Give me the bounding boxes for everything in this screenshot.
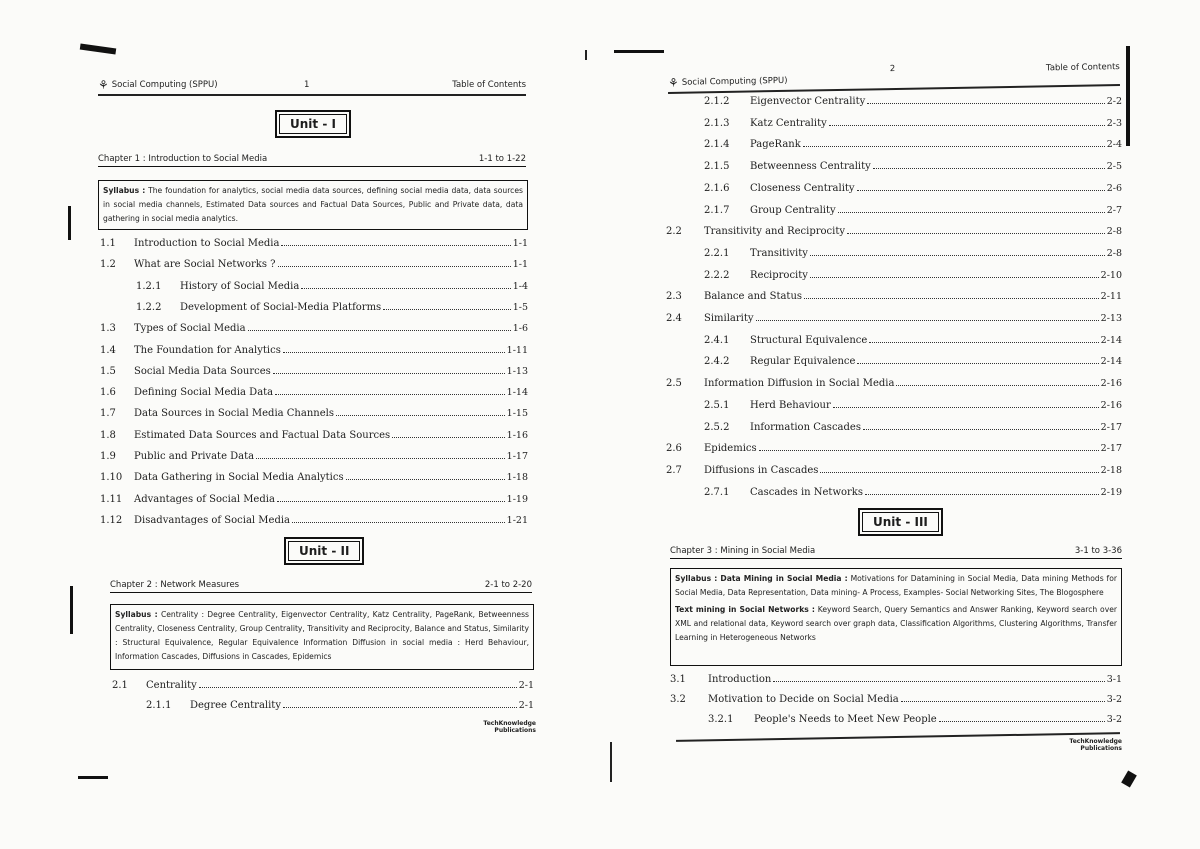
toc-entry-page: 2-19	[1100, 486, 1122, 498]
toc-entry	[704, 205, 1122, 216]
chapter-3-title: Chapter 3 : Mining in Social Media	[670, 546, 816, 556]
toc-entry	[100, 451, 528, 462]
toc-entry-number: 2.2.2	[704, 269, 730, 281]
toc-entry	[670, 694, 1122, 705]
scan-mark	[585, 50, 587, 60]
toc-entry-title: Closeness Centrality	[750, 182, 855, 194]
page-header	[98, 78, 526, 92]
toc-entry-page: 1-21	[506, 514, 528, 526]
toc-leader-dots	[256, 458, 505, 459]
toc-leader-dots	[277, 501, 505, 502]
toc-entry	[100, 387, 528, 398]
toc-entry-number: 2.4.2	[704, 356, 730, 368]
toc-entry-title: Regular Equivalence	[750, 356, 856, 368]
toc-leader-dots	[756, 320, 1099, 321]
toc-entry-number: 2.1	[112, 680, 128, 691]
toc-entry-page: 2-2	[1106, 96, 1122, 107]
toc-entry-number: 2.3	[666, 291, 682, 303]
toc-entry-title: History of Social Media	[180, 280, 300, 292]
unit-1-heading: Unit - I	[275, 110, 351, 138]
publisher-footer	[470, 720, 536, 734]
toc-entry-title: Data Gathering in Social Media Analytics	[134, 472, 344, 484]
toc-entry-page: 2-10	[1100, 269, 1122, 281]
scan-edge-mark	[68, 206, 71, 240]
toc-leader-dots	[810, 277, 1099, 278]
chapter-2-range: 2-1 to 2-20	[484, 580, 532, 590]
toc-entry-number: 2.1.5	[704, 161, 730, 173]
toc-entry-page: 2-11	[1100, 291, 1122, 303]
publisher-name: TechKnowledge Publications	[483, 720, 536, 734]
toc-entry	[704, 248, 1122, 259]
toc-entry-title: Estimated Data Sources and Factual Data Sources	[134, 429, 391, 441]
chapter-1-title: Chapter 1 : Introduction to Social Media	[98, 154, 268, 164]
toc-entry-page: 3-1	[1106, 674, 1122, 685]
chapter-2-syllabus: Syllabus : Centrality : Degree Centrality, Eigenvector Centrality, Katz Centrality, PageRank, Betweenness Centrality, Closeness Centrality, Group Centrality, Transitivity and Reciprocity, Balance and Status, Similarity : Structural Equivalence, Regular Equivalence Information Diffusion in social media : Herd Behaviour, Information Cascades, Diffusions in Cascades, Epidemics	[110, 604, 534, 670]
toc-entry-title: Herd Behaviour	[750, 399, 831, 411]
toc-entry-title: Structural Equivalence	[750, 334, 868, 346]
toc-entry-number: 1.9	[100, 451, 116, 462]
toc-entry-page: 2-8	[1106, 247, 1122, 259]
toc-entry	[670, 674, 1122, 685]
toc-leader-dots	[278, 266, 511, 267]
toc-entry-title: Degree Centrality	[190, 700, 281, 711]
toc-entry-number: 1.3	[100, 323, 116, 335]
header-book-title: Social Computing (SPPU)	[681, 75, 788, 88]
toc-entry-title: Introduction	[708, 674, 772, 685]
toc-entry	[112, 680, 534, 691]
chapter-2-heading	[110, 580, 532, 593]
toc-leader-dots	[863, 429, 1099, 430]
toc-entry-title: Advantages of Social Media	[134, 493, 275, 505]
chapter-3-syllabus: Syllabus : Data Mining in Social Media : Motivations for Datamining in Social Media, Data mining Methods for Social Media, Data Representation, Data mining- A Process, Examples- Social Networking Sites, The Blogosphere Text mining in Social Networks : Keyword Search, Query Semantics and Answer Ranking, Keyword search over XML and relational data, Keyword search over graph data, Classification Algorithms, Clustering Algorithms, Transfer Learning in Heterogeneous Networks	[670, 568, 1122, 666]
toc-entry-number: 2.1.7	[704, 204, 730, 216]
toc-entry-page: 1-19	[506, 493, 528, 505]
toc-entry-page: 2-5	[1106, 161, 1122, 173]
toc-entry-page: 2-4	[1106, 139, 1122, 151]
toc-entry-number: 2.7	[666, 464, 682, 476]
toc-entry-page: 2-17	[1100, 421, 1122, 433]
toc-entry-number: 1.2.1	[136, 280, 162, 292]
toc-entry-page: 2-18	[1100, 464, 1122, 476]
toc-leader-dots	[829, 125, 1105, 126]
toc-leader-dots	[248, 330, 511, 331]
toc-leader-dots	[392, 437, 505, 438]
toc-leader-dots	[810, 255, 1105, 256]
toc-leader-dots	[283, 352, 505, 353]
toc-leader-dots	[759, 450, 1099, 451]
toc-entry	[100, 259, 528, 270]
toc-leader-dots	[901, 701, 1105, 702]
toc-entry-number: 1.11	[100, 493, 123, 505]
toc-entry	[100, 345, 528, 356]
toc-entry	[704, 487, 1122, 498]
toc-entry	[666, 378, 1122, 389]
toc-entry-page: 1-11	[506, 344, 528, 356]
toc-leader-dots	[773, 681, 1104, 682]
toc-entry-page: 2-13	[1100, 313, 1122, 324]
publisher-name: TechKnowledge Publications	[1069, 738, 1122, 752]
toc-leader-dots	[804, 298, 1099, 299]
toc-entry-title: Defining Social Media Data	[134, 387, 274, 399]
scan-corner-mark	[80, 44, 116, 55]
toc-entry-page: 1-16	[506, 429, 528, 441]
toc-entry-title: The Foundation for Analytics	[134, 344, 281, 356]
toc-entry-title: Transitivity	[750, 247, 808, 259]
toc-entry-number: 2.1.2	[704, 96, 730, 107]
toc-entry	[666, 226, 1122, 237]
toc-entry-title: Social Media Data Sources	[134, 365, 271, 377]
toc-entry-page: 3-2	[1106, 694, 1122, 705]
toc-entry-title: What are Social Networks ?	[134, 259, 276, 271]
toc-entry-title: Betweenness Centrality	[750, 161, 871, 173]
toc-leader-dots	[292, 522, 505, 523]
footer-rule	[676, 732, 1120, 741]
scan-edge-mark	[1126, 46, 1130, 146]
toc-entry	[100, 430, 528, 441]
scan-edge-mark	[70, 586, 73, 634]
publisher-logo-icon: ⚘	[98, 78, 109, 92]
unit-3-heading: Unit - III	[858, 508, 943, 536]
toc-entry	[704, 356, 1122, 367]
toc-entry	[704, 270, 1122, 281]
toc-entry-page: 2-16	[1100, 399, 1122, 411]
toc-leader-dots	[873, 168, 1105, 169]
toc-entry-number: 2.1.1	[146, 700, 172, 711]
toc-entry	[100, 515, 528, 526]
toc-entry-number: 3.2	[670, 694, 686, 705]
chapter-1-syllabus: Syllabus : The foundation for analytics, social media data sources, defining social media data, data sources in social media channels, Estimated Data sources and Factual Data Sources, Public and Private data, data gathering in social media analytics.	[98, 180, 528, 230]
toc-entry-page: 1-17	[506, 451, 528, 462]
toc-entry-number: 2.7.1	[704, 486, 730, 498]
toc-entry-page: 1-15	[506, 408, 528, 420]
header-book-title: Social Computing (SPPU)	[111, 80, 218, 90]
toc-entry	[704, 400, 1122, 411]
toc-entry	[666, 465, 1122, 476]
toc-entry-page: 2-3	[1106, 117, 1122, 129]
toc-entry	[704, 161, 1122, 172]
toc-entry	[704, 422, 1122, 433]
chapter-3-range: 3-1 to 3-36	[1074, 546, 1122, 556]
toc-entry-number: 3.1	[670, 674, 686, 685]
scan-corner-mark	[1121, 770, 1137, 787]
toc-leader-dots	[283, 707, 517, 708]
toc-leader-dots	[301, 288, 510, 289]
toc-leader-dots	[281, 245, 510, 246]
toc-entry-page: 1-6	[512, 323, 528, 335]
toc-leader-dots	[273, 373, 505, 374]
publisher-footer	[1056, 738, 1122, 752]
toc-leader-dots	[869, 342, 1098, 343]
toc-entry	[136, 302, 528, 313]
toc-entry-number: 2.5	[666, 378, 682, 390]
toc-entry-title: Eigenvector Centrality	[750, 96, 866, 107]
toc-leader-dots	[847, 233, 1105, 234]
toc-leader-dots	[275, 394, 505, 395]
toc-entry-page: 2-7	[1106, 204, 1122, 216]
publisher-logo-icon: ⚘	[667, 75, 679, 90]
header-page-number: 2	[889, 63, 896, 75]
toc-entry-number: 2.4.1	[704, 334, 730, 346]
toc-entry	[704, 139, 1122, 150]
toc-entry-page: 1-18	[506, 472, 528, 484]
toc-entry	[704, 96, 1122, 107]
toc-entry-title: Diffusions in Cascades	[704, 464, 819, 476]
toc-entry-number: 1.6	[100, 387, 116, 399]
toc-entry-number: 1.4	[100, 344, 116, 356]
toc-entry	[136, 281, 528, 292]
chapter-1-range: 1-1 to 1-22	[478, 154, 526, 164]
toc-entry-title: Motivation to Decide on Social Media	[708, 694, 899, 705]
toc-entry	[100, 408, 528, 419]
toc-entry-page: 1-5	[512, 301, 528, 313]
toc-entry-page: 2-1	[518, 680, 534, 691]
toc-leader-dots	[803, 146, 1105, 147]
toc-entry	[708, 714, 1122, 725]
toc-entry-title: Disadvantages of Social Media	[134, 514, 291, 526]
toc-leader-dots	[896, 385, 1098, 386]
toc-entry	[704, 335, 1122, 346]
toc-leader-dots	[857, 363, 1098, 364]
left-page	[0, 0, 585, 849]
toc-leader-dots	[867, 103, 1104, 104]
toc-entry-page: 1-14	[506, 387, 528, 399]
toc-entry-page: 2-14	[1100, 334, 1122, 346]
toc-entry-number: 1.12	[100, 514, 123, 526]
toc-entry-title: PageRank	[750, 139, 801, 151]
toc-entry-title: Data Sources in Social Media Channels	[134, 408, 334, 420]
toc-entry-title: Reciprocity	[750, 269, 808, 281]
toc-entry-number: 1.2.2	[136, 301, 162, 313]
toc-entry-page: 2-17	[1100, 443, 1122, 455]
toc-leader-dots	[336, 415, 505, 416]
toc-entry-title: Epidemics	[704, 443, 757, 455]
header-rule	[98, 94, 526, 96]
header-page-number: 1	[304, 80, 310, 90]
toc-entry-title: Information Diffusion in Social Media	[704, 378, 895, 390]
header-section: Table of Contents	[452, 80, 526, 90]
toc-entry-number: 2.2.1	[704, 247, 730, 259]
toc-entry	[704, 183, 1122, 194]
toc-entry-number: 1.10	[100, 472, 123, 484]
toc-entry	[666, 291, 1122, 302]
toc-entry	[666, 443, 1122, 454]
toc-entry-page: 2-14	[1100, 356, 1122, 368]
toc-leader-dots	[820, 472, 1098, 473]
right-page	[610, 0, 1200, 849]
toc-entry-title: Types of Social Media	[134, 323, 246, 335]
toc-leader-dots	[857, 190, 1105, 191]
toc-entry-page: 2-1	[518, 700, 534, 711]
toc-entry-number: 2.1.6	[704, 182, 730, 194]
toc-entry-page: 1-4	[512, 280, 528, 292]
toc-entry-title: Centrality	[146, 680, 197, 691]
toc-entry-number: 1.8	[100, 429, 116, 441]
toc-leader-dots	[865, 494, 1099, 495]
toc-entry-number: 2.2	[666, 226, 682, 238]
toc-entry-title: People's Needs to Meet New People	[754, 714, 937, 725]
toc-entry-page: 2-6	[1106, 182, 1122, 194]
toc-entry-title: Transitivity and Reciprocity	[704, 226, 845, 238]
toc-leader-dots	[383, 309, 510, 310]
toc-entry	[100, 238, 528, 249]
chapter-1-heading	[98, 154, 526, 167]
chapter-3-heading	[670, 546, 1122, 559]
toc-entry-title: Balance and Status	[704, 291, 803, 303]
toc-leader-dots	[199, 687, 517, 688]
toc-entry-number: 2.5.2	[704, 421, 730, 433]
toc-entry-page: 1-13	[506, 365, 528, 377]
toc-entry-title: Similarity	[704, 313, 754, 324]
toc-entry	[100, 494, 528, 505]
unit-2-heading: Unit - II	[284, 537, 364, 565]
scan-corner-mark	[614, 50, 664, 53]
toc-entry-title: Public and Private Data	[134, 451, 255, 462]
header-section: Table of Contents	[1045, 62, 1120, 74]
toc-entry-number: 2.1.3	[704, 117, 730, 129]
toc-leader-dots	[346, 479, 505, 480]
toc-leader-dots	[939, 721, 1105, 722]
scan-corner-mark	[78, 776, 108, 779]
toc-entry-number: 2.6	[666, 443, 682, 455]
toc-entry-title: Development of Social-Media Platforms	[180, 301, 382, 313]
toc-entry	[666, 313, 1122, 324]
toc-leader-dots	[833, 407, 1099, 408]
toc-entry-page: 2-8	[1106, 226, 1122, 238]
toc-entry-title: Cascades in Networks	[750, 486, 863, 498]
toc-entry-title: Introduction to Social Media	[134, 238, 280, 249]
toc-entry-page: 1-1	[512, 259, 528, 271]
toc-entry-page: 3-2	[1106, 714, 1122, 725]
toc-entry-number: 2.4	[666, 313, 682, 324]
toc-entry-number: 1.7	[100, 408, 116, 420]
toc-entry-title: Information Cascades	[750, 421, 861, 433]
chapter-2-title: Chapter 2 : Network Measures	[110, 580, 240, 590]
toc-entry	[100, 323, 528, 334]
toc-entry-number: 2.5.1	[704, 399, 730, 411]
toc-entry-number: 1.1	[100, 238, 116, 249]
toc-entry	[704, 118, 1122, 129]
toc-entry-page: 2-16	[1100, 378, 1122, 390]
toc-entry	[100, 366, 528, 377]
toc-entry-page: 1-1	[512, 238, 528, 249]
toc-entry-title: Katz Centrality	[750, 117, 827, 129]
toc-entry-number: 3.2.1	[708, 714, 734, 725]
toc-entry	[146, 700, 534, 711]
toc-entry-title: Group Centrality	[750, 204, 836, 216]
toc-entry-number: 1.5	[100, 365, 116, 377]
toc-entry-number: 1.2	[100, 259, 116, 271]
toc-entry	[100, 472, 528, 483]
toc-leader-dots	[838, 212, 1105, 213]
toc-entry-number: 2.1.4	[704, 139, 730, 151]
